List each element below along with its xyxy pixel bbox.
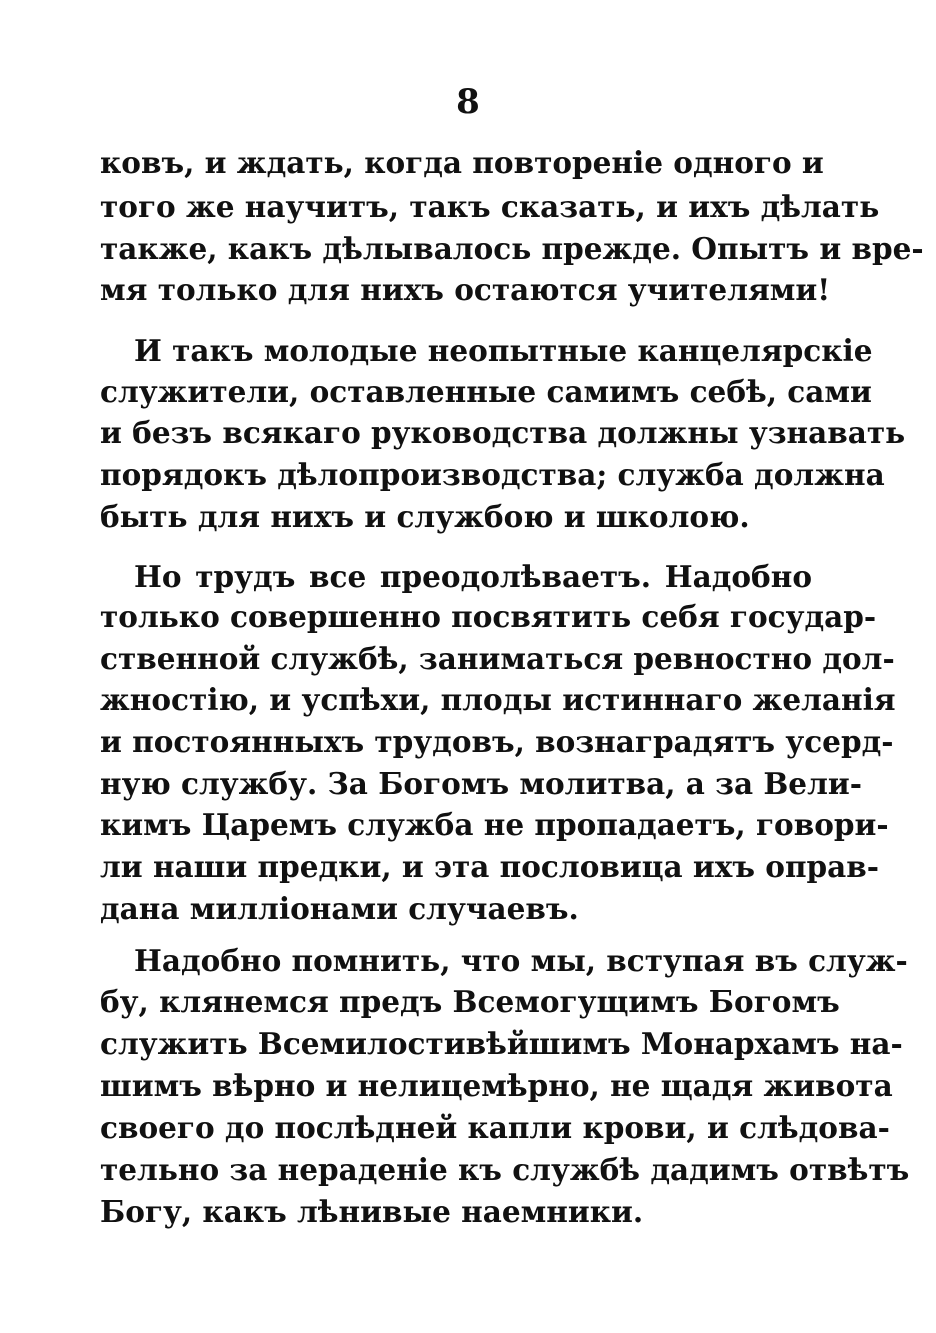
text-line: ли наши предки, и эта пословица ихъ оправ- <box>100 849 880 884</box>
text-line: шимъ вѣрно и нелицемѣрно, не щадя живота <box>100 1068 893 1103</box>
text-line: кимъ Царемъ служба не пропадаетъ, говори- <box>100 807 889 842</box>
text-line: ковъ, и ждать, когда повторенiе одного и <box>100 145 824 180</box>
text-line: и безъ всякаго руководства должны узнавать <box>100 415 906 450</box>
text-line: Но трудъ все преодолѣваетъ. Надобно <box>134 559 812 594</box>
text-line: служить Всемилостивѣйшимъ Монархамъ на- <box>100 1026 903 1061</box>
text-line: Надобно помнить, что мы, вступая въ служ- <box>134 943 908 978</box>
text-line: служители, оставленные самимъ себѣ, сами <box>100 374 872 409</box>
text-line: И такъ молодые неопытные канцелярскiе <box>134 333 873 368</box>
page-number: 8 <box>456 82 480 122</box>
text-line: бу, клянемся предъ Всемогущимъ Богомъ <box>100 984 840 1019</box>
text-line: Богу, какъ лѣнивые наемники. <box>100 1194 644 1229</box>
text-line: мя только для нихъ остаются учителями! <box>100 272 831 307</box>
text-line: только совершенно посвятить себя государ- <box>100 599 877 634</box>
text-line: порядокъ дѣлопроизводства; служба должна <box>100 457 885 492</box>
text-line: того же научитъ, такъ сказать, и ихъ дѣлать <box>100 189 880 224</box>
text-line: тельно за нераденiе къ службѣ дадимъ отвѣтъ <box>100 1152 910 1187</box>
text-line: ственной службѣ, заниматься ревностно дол- <box>100 641 895 676</box>
text-line: жностiю, и успѣхи, плоды истиннаго желанiя <box>100 682 896 717</box>
text-line: дана миллiонами случаевъ. <box>100 891 579 926</box>
text-line: своего до послѣдней капли крови, и слѣдова- <box>100 1110 890 1145</box>
text-line: также, какъ дѣлывалось прежде. Опытъ и вре- <box>100 231 924 266</box>
text-line: быть для нихъ и службою и школою. <box>100 499 750 534</box>
text-line: и постоянныхъ трудовъ, вознаградятъ усерд- <box>100 724 894 759</box>
text-line: ную службу. За Богомъ молитва, а за Вели- <box>100 766 862 801</box>
